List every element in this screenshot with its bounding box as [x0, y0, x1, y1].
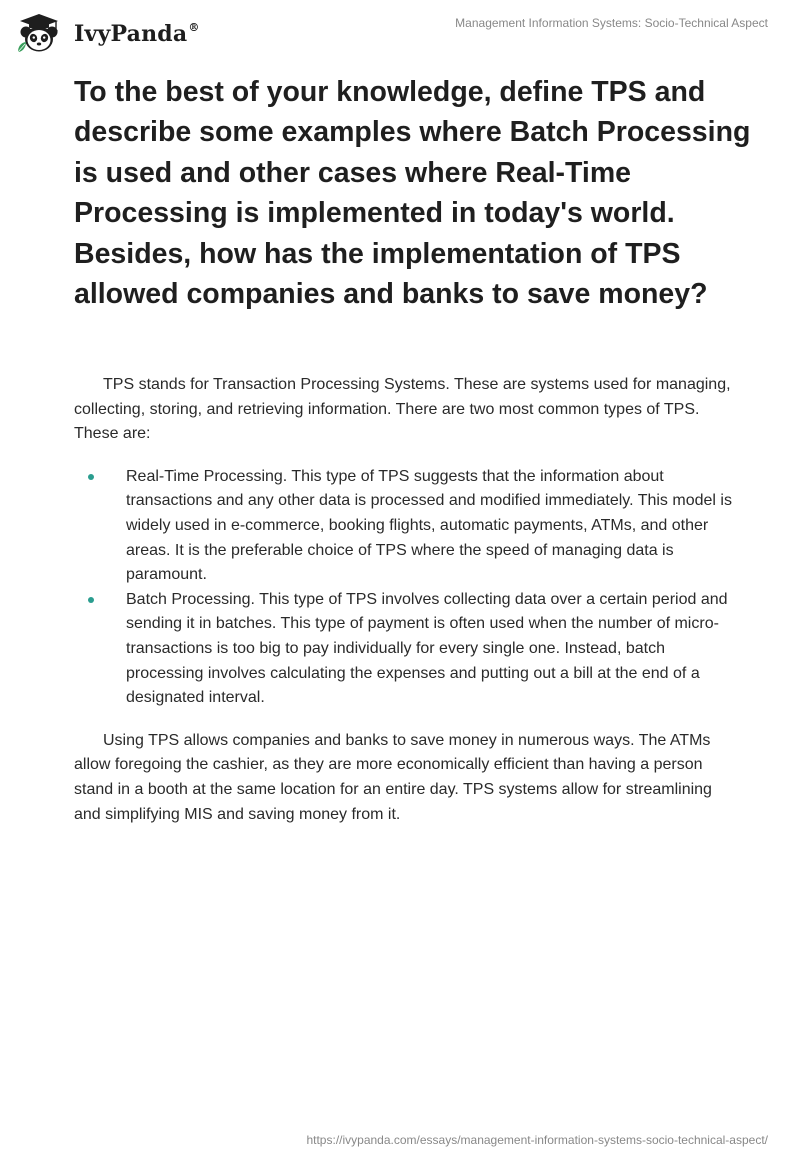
bullet-dot-icon — [88, 474, 94, 480]
registered-mark: ® — [188, 20, 200, 34]
page-header — [0, 0, 800, 70]
source-url-link[interactable]: https://ivypanda.com/essays/management-information-systems-socio-technical-aspect/ — [306, 1133, 768, 1147]
list-item — [74, 588, 734, 711]
panda-graduation-cap-logo-icon — [14, 8, 70, 56]
question-heading: To the best of your knowledge, define TPS and describe some examples where Batch Processing is used and other cases where Real-Time Processing is implemented in today's world. Besides, how has the implementation of TPS allowed companies and banks to save money? — [74, 76, 751, 311]
tps-types-list — [74, 465, 734, 711]
list-item — [74, 465, 734, 588]
bullet-dot-icon — [88, 597, 94, 603]
brand-name-text: IvyPanda — [74, 21, 188, 47]
brand-name — [74, 21, 200, 47]
ivypanda-logo[interactable] — [14, 8, 200, 56]
essay-body — [74, 373, 734, 827]
intro-paragraph: TPS stands for Transaction Processing Systems. These are systems used for managing, collecting, storing, and retrieving information. There are two most common types of TPS. These are: — [74, 376, 731, 443]
list-item-text: Real-Time Processing. This type of TPS suggests that the information about transactions and any other data is processed and modified immediately. This model is widely used in e-commerce, booking flights, automatic payments, ATMs, and other areas. It is the preferable choice of TPS where the speed of managing data is paramount. — [126, 467, 732, 584]
document-title: Management Information Systems: Socio-Technical Aspect — [455, 16, 768, 30]
closing-paragraph: Using TPS allows companies and banks to save money in numerous ways. The ATMs allow foregoing the cashier, as they are more economically efficient than having a person stand in a booth at the same location for an entire day. TPS systems allow for streamlining and simplifying MIS and saving money from it. — [74, 731, 712, 823]
list-item-text: Batch Processing. This type of TPS involves collecting data over a certain period and sending it in batches. This type of payment is often used when the number of micro-transactions is too big to pay individually for every single one. Instead, batch processing involves calculating the expenses and putting out a bill at the end of a designated interval. — [126, 590, 728, 707]
